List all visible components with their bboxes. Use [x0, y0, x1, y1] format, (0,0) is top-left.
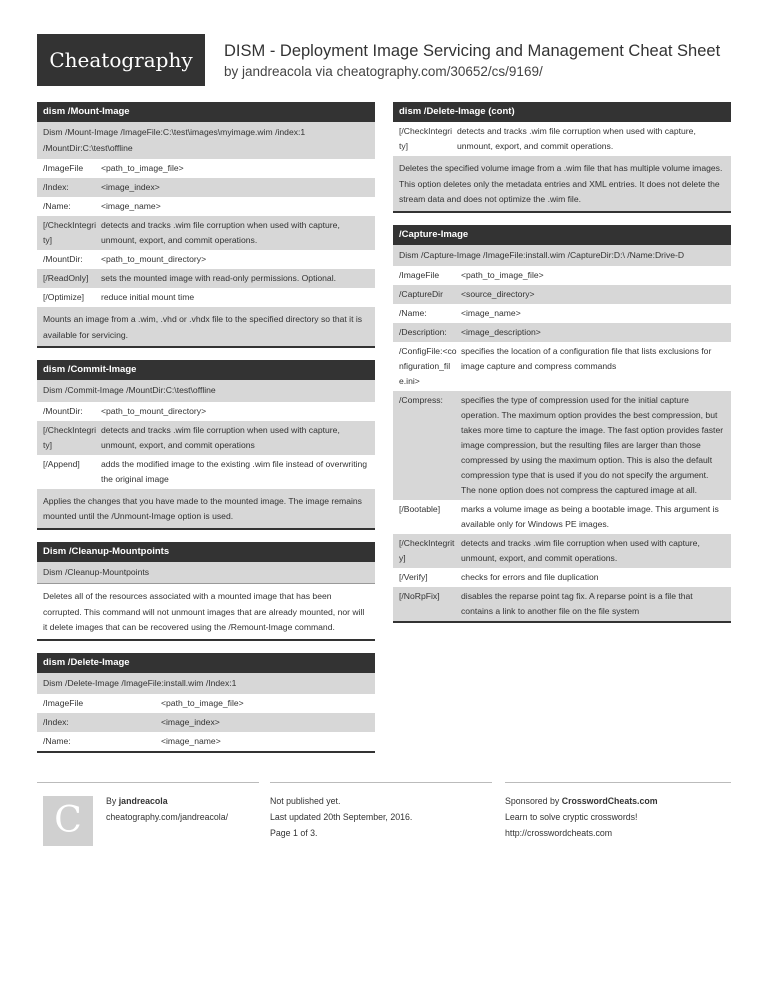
table-row — [393, 122, 731, 156]
command-example: Dism /Cleanup-Mountpoints — [37, 562, 375, 584]
table-row — [393, 587, 731, 621]
section-title: dism /Mount-Image — [37, 102, 375, 122]
param-desc: reduce initial mount time — [101, 292, 195, 302]
command-example: Dism /Commit-Image /MountDir:C:\test\offline — [37, 380, 375, 402]
param-desc: <image_description> — [461, 327, 541, 337]
param-name: /Compress: — [399, 395, 443, 405]
published-status: Not published yet. — [270, 796, 341, 806]
by-label: By — [106, 796, 117, 806]
table-row — [37, 732, 375, 751]
section-note: Deletes all of the resources associated with a mounted image that has been corrupted. This command will not unmount images that are already mounted, nor will it delete images that can be recovered using the /Remount-Image command. — [37, 583, 375, 639]
footer-author — [37, 782, 259, 841]
section-title: dism /Delete-Image (cont) — [393, 102, 731, 122]
section-title: Dism /Cleanup-Mountpoints — [37, 542, 375, 562]
table-row — [37, 269, 375, 288]
section-note: Deletes the specified volume image from a .wim file that has multiple volume images. This option deletes only the metadata entries and XML entries. It does not delete the stream data and does not optimize the .wim file. — [393, 156, 731, 211]
footer — [37, 782, 731, 862]
page-number: Page 1 of 3. — [270, 828, 318, 838]
table-row — [37, 216, 375, 250]
header — [37, 34, 731, 86]
param-desc: <path_to_image_file> — [461, 270, 544, 280]
table-row — [393, 568, 731, 587]
table-row — [37, 713, 375, 732]
cheatography-logo[interactable]: Cheatography — [37, 34, 205, 86]
param-name: /ImageFile — [399, 270, 440, 280]
last-updated: Last updated 20th September, 2016. — [270, 812, 413, 822]
section-delete-image — [37, 653, 375, 754]
page-title: DISM - Deployment Image Servicing and Management Cheat Sheet — [224, 42, 721, 60]
param-name: /Name: — [399, 308, 427, 318]
left-column — [37, 102, 375, 765]
param-name: /Index: — [43, 717, 69, 727]
param-name: /Name: — [43, 201, 71, 211]
table-row — [393, 391, 731, 500]
sponsor-link[interactable]: http://crosswordcheats.com — [505, 828, 613, 838]
param-desc: sets the mounted image with read-only permissions. Optional. — [101, 273, 337, 283]
section-cleanup-mountpoints — [37, 542, 375, 641]
section-delete-image-cont — [393, 102, 731, 213]
param-desc: detects and tracks .wim file corruption when used with capture, unmount, export, and commit operations. — [101, 220, 340, 245]
sponsor-tagline: Learn to solve cryptic crosswords! — [505, 812, 638, 822]
param-desc: <path_to_mount_directory> — [101, 405, 207, 416]
param-name: [/CheckIntegrity] — [399, 126, 453, 151]
param-desc: checks for errors and file duplication — [461, 572, 599, 582]
section-title: dism /Delete-Image — [37, 653, 375, 673]
section-commit-image — [37, 360, 375, 530]
command-example: Dism /Capture-Image /ImageFile:install.wim /CaptureDir:D:\ /Name:Drive-D — [393, 245, 731, 267]
param-desc: detects and tracks .wim file corruption when used with capture, unmount, export, and commit operations — [101, 424, 340, 450]
command-example: Dism /Delete-Image /ImageFile:install.wim /Index:1 — [37, 673, 375, 695]
param-name: /Description: — [399, 327, 447, 337]
param-desc: specifies the type of compression used for the initial capture operation. The maximum option provides the best compression, but takes more time to capture the image. The fast option provides faster image compression, but the resulting files are larger than those compressed by using the maximum option. This is also the default compression type that is used if you do not specify the argument. The none option does not compress the captured image at all. — [461, 395, 724, 495]
table-row — [393, 323, 731, 342]
param-desc: <image_index> — [101, 182, 160, 192]
section-title: /Capture-Image — [393, 225, 731, 245]
param-desc: adds the modified image to the existing .wim file instead of overwriting the original image — [101, 458, 368, 484]
param-desc: <path_to_mount_directory> — [101, 254, 207, 264]
command-example: Dism /Mount-Image /ImageFile:C:\test\images\myimage.wim /index:1 /MountDir:C:\test\offline — [37, 122, 375, 159]
table-row — [393, 304, 731, 323]
param-name: /MountDir: — [43, 254, 83, 264]
param-name: /MountDir: — [43, 405, 83, 416]
table-row — [393, 534, 731, 568]
footer-publish-info — [270, 782, 492, 841]
param-name: [/CheckIntegrity] — [43, 424, 97, 450]
author-avatar[interactable]: C — [43, 796, 93, 846]
section-capture-image — [393, 225, 731, 624]
table-row — [37, 455, 375, 489]
param-name: [/Append] — [43, 458, 80, 469]
author-name[interactable]: jandreacola — [118, 796, 168, 806]
author-link[interactable]: cheatography.com/jandreacola/ — [106, 812, 229, 822]
param-name: [/CheckIntegrity] — [43, 220, 97, 245]
param-name: [/NoRpFix] — [399, 591, 440, 601]
table-row — [393, 342, 731, 391]
param-desc: disables the reparse point tag fix. A reparse point is a file that contains a link to another file on the file system — [461, 591, 693, 616]
table-row — [37, 421, 375, 455]
param-name: [/ReadOnly] — [43, 273, 89, 283]
param-name: /Name: — [43, 736, 71, 746]
param-desc: <image_name> — [461, 308, 521, 318]
param-name: [/Verify] — [399, 572, 428, 582]
page-subtitle[interactable]: by jandreacola via cheatography.com/30652/cs/9169/ — [224, 64, 543, 79]
param-name: [/Optimize] — [43, 292, 85, 302]
footer-sponsor — [505, 782, 731, 841]
section-mount-image — [37, 102, 375, 348]
table-row — [37, 159, 375, 178]
table-row — [393, 500, 731, 534]
table-row — [37, 288, 375, 307]
table-row — [37, 402, 375, 421]
param-desc: detects and tracks .wim file corruption when used with capture, unmount, export, and commit operations. — [457, 126, 696, 151]
section-note: Mounts an image from a .wim, .vhd or .vhdx file to the specified directory so that it is available for servicing. — [37, 307, 375, 346]
param-desc: <image_name> — [101, 201, 161, 211]
table-row — [37, 178, 375, 197]
param-desc: <path_to_image_file> — [161, 698, 244, 708]
section-title: dism /Commit-Image — [37, 360, 375, 380]
param-desc: <image_index> — [161, 717, 220, 727]
param-desc: <path_to_image_file> — [101, 163, 184, 173]
sponsor-label: Sponsored by — [505, 796, 560, 806]
table-row — [393, 285, 731, 304]
right-column — [393, 102, 731, 635]
param-desc: <source_directory> — [461, 289, 535, 299]
param-name: [/Bootable] — [399, 504, 441, 514]
section-note: Applies the changes that you have made to the mounted image. The image remains mounted until the /Unmount-Image option is used. — [37, 489, 375, 528]
param-name: /CaptureDir — [399, 289, 443, 299]
table-row — [37, 694, 375, 713]
param-desc: marks a volume image as being a bootable image. This argument is available only for Windows PE images. — [461, 504, 719, 529]
sponsor-name[interactable]: CrosswordCheats.com — [561, 796, 658, 806]
param-desc: specifies the location of a configuration file that lists exclusions for image capture and compress commands — [461, 346, 712, 371]
table-row — [393, 266, 731, 285]
param-desc: <image_name> — [161, 736, 221, 746]
table-row — [37, 197, 375, 216]
param-name: /ConfigFile:<configuration_file.ini> — [399, 346, 457, 386]
param-name: /ImageFile — [43, 698, 84, 708]
param-name: /ImageFile — [43, 163, 84, 173]
table-row — [37, 250, 375, 269]
param-name: [/CheckIntegrity] — [399, 538, 455, 563]
param-desc: detects and tracks .wim file corruption when used with capture, unmount, export, and commit operations. — [461, 538, 700, 563]
param-name: /Index: — [43, 182, 69, 192]
